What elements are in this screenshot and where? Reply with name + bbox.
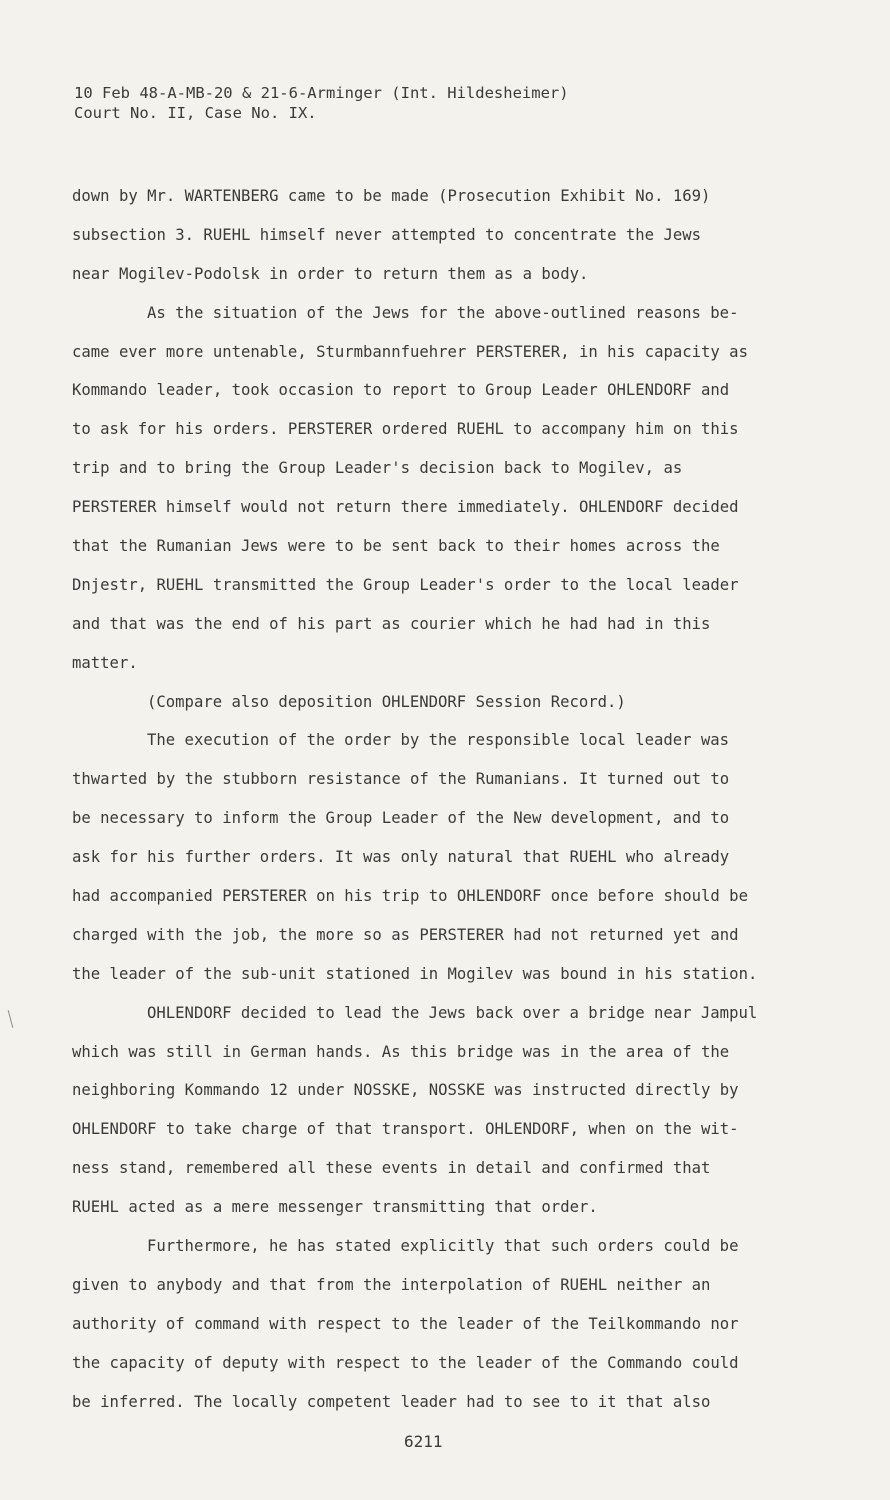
text-line: which was still in German hands. As this bridge was in the area of the <box>72 1042 730 1061</box>
text-line: to ask for his orders. PERSTERER ordered RUEHL to accompany him on this <box>72 420 739 439</box>
text-line: came ever more untenable, Sturmbannfuehrer PERSTERER, in his capacity as <box>72 342 748 361</box>
text-line: down by Mr. WARTENBERG came to be made (Prosecution Exhibit No. 169) <box>72 187 711 205</box>
text-line: Furthermore, he has stated explicitly that such orders could be <box>147 1237 739 1256</box>
text-line: be inferred. The locally competent leader had to see to it that also <box>72 1392 711 1411</box>
paragraph <box>72 721 792 993</box>
document-header <box>74 83 569 123</box>
text-line: Kommando leader, took occasion to report to Group Leader OHLENDORF and <box>72 381 730 400</box>
text-line: OHLENDORF to take charge of that transport. OHLENDORF, when on the wit- <box>72 1120 739 1139</box>
text-line: trip and to bring the Group Leader's decision back to Mogilev, as <box>72 459 683 478</box>
text-line: The execution of the order by the responsible local leader was <box>147 731 730 750</box>
text-line: ness stand, remembered all these events in detail and confirmed that <box>72 1159 711 1178</box>
text-line: matter. <box>72 653 138 672</box>
document-body <box>72 177 792 1422</box>
text-line: charged with the job, the more so as PERSTERER had not returned yet and <box>72 925 739 944</box>
text-line: ask for his further orders. It was only natural that RUEHL who already <box>72 848 730 867</box>
text-line: and that was the end of his part as courier which he had had in this <box>72 614 711 633</box>
text-line: subsection 3. RUEHL himself never attempted to concentrate the Jews <box>72 225 702 244</box>
text-line: neighboring Kommando 12 under NOSSKE, NOSSKE was instructed directly by <box>72 1081 739 1100</box>
margin-mark <box>8 1010 14 1028</box>
text-line: RUEHL acted as a mere messenger transmitting that order. <box>72 1198 598 1217</box>
paragraph <box>72 1227 792 1421</box>
paragraph <box>72 683 792 722</box>
text-line: thwarted by the stubborn resistance of the Rumanians. It turned out to <box>72 770 730 789</box>
text-line: given to anybody and that from the interpolation of RUEHL neither an <box>72 1275 711 1294</box>
header-line-2: Court No. II, Case No. IX. <box>74 104 317 122</box>
text-line: Dnjestr, RUEHL transmitted the Group Leader's order to the local leader <box>72 575 739 594</box>
text-line: (Compare also deposition OHLENDORF Session Record.) <box>147 692 626 711</box>
paragraph <box>72 177 792 294</box>
paragraph <box>72 994 792 1227</box>
text-line: OHLENDORF decided to lead the Jews back over a bridge near Jampul <box>147 1003 758 1022</box>
text-line: the leader of the sub-unit stationed in Mogilev was bound in his station. <box>72 964 758 983</box>
page-number: 6211 <box>404 1432 443 1451</box>
text-line: the capacity of deputy with respect to the leader of the Commando could <box>72 1353 739 1372</box>
text-line: As the situation of the Jews for the above-outlined reasons be- <box>147 303 739 322</box>
text-line: be necessary to inform the Group Leader of the New development, and to <box>72 809 730 828</box>
text-line: had accompanied PERSTERER on his trip to OHLENDORF once before should be <box>72 887 748 906</box>
text-line: near Mogilev-Podolsk in order to return them as a body. <box>72 264 589 283</box>
paragraph <box>72 294 792 683</box>
header-line-1: 10 Feb 48-A-MB-20 & 21-6-Arminger (Int. Hildesheimer) <box>74 84 569 102</box>
text-line: that the Rumanian Jews were to be sent back to their homes across the <box>72 537 720 556</box>
text-line: authority of command with respect to the leader of the Teilkommando nor <box>72 1314 739 1333</box>
text-line: PERSTERER himself would not return there immediately. OHLENDORF decided <box>72 498 739 517</box>
